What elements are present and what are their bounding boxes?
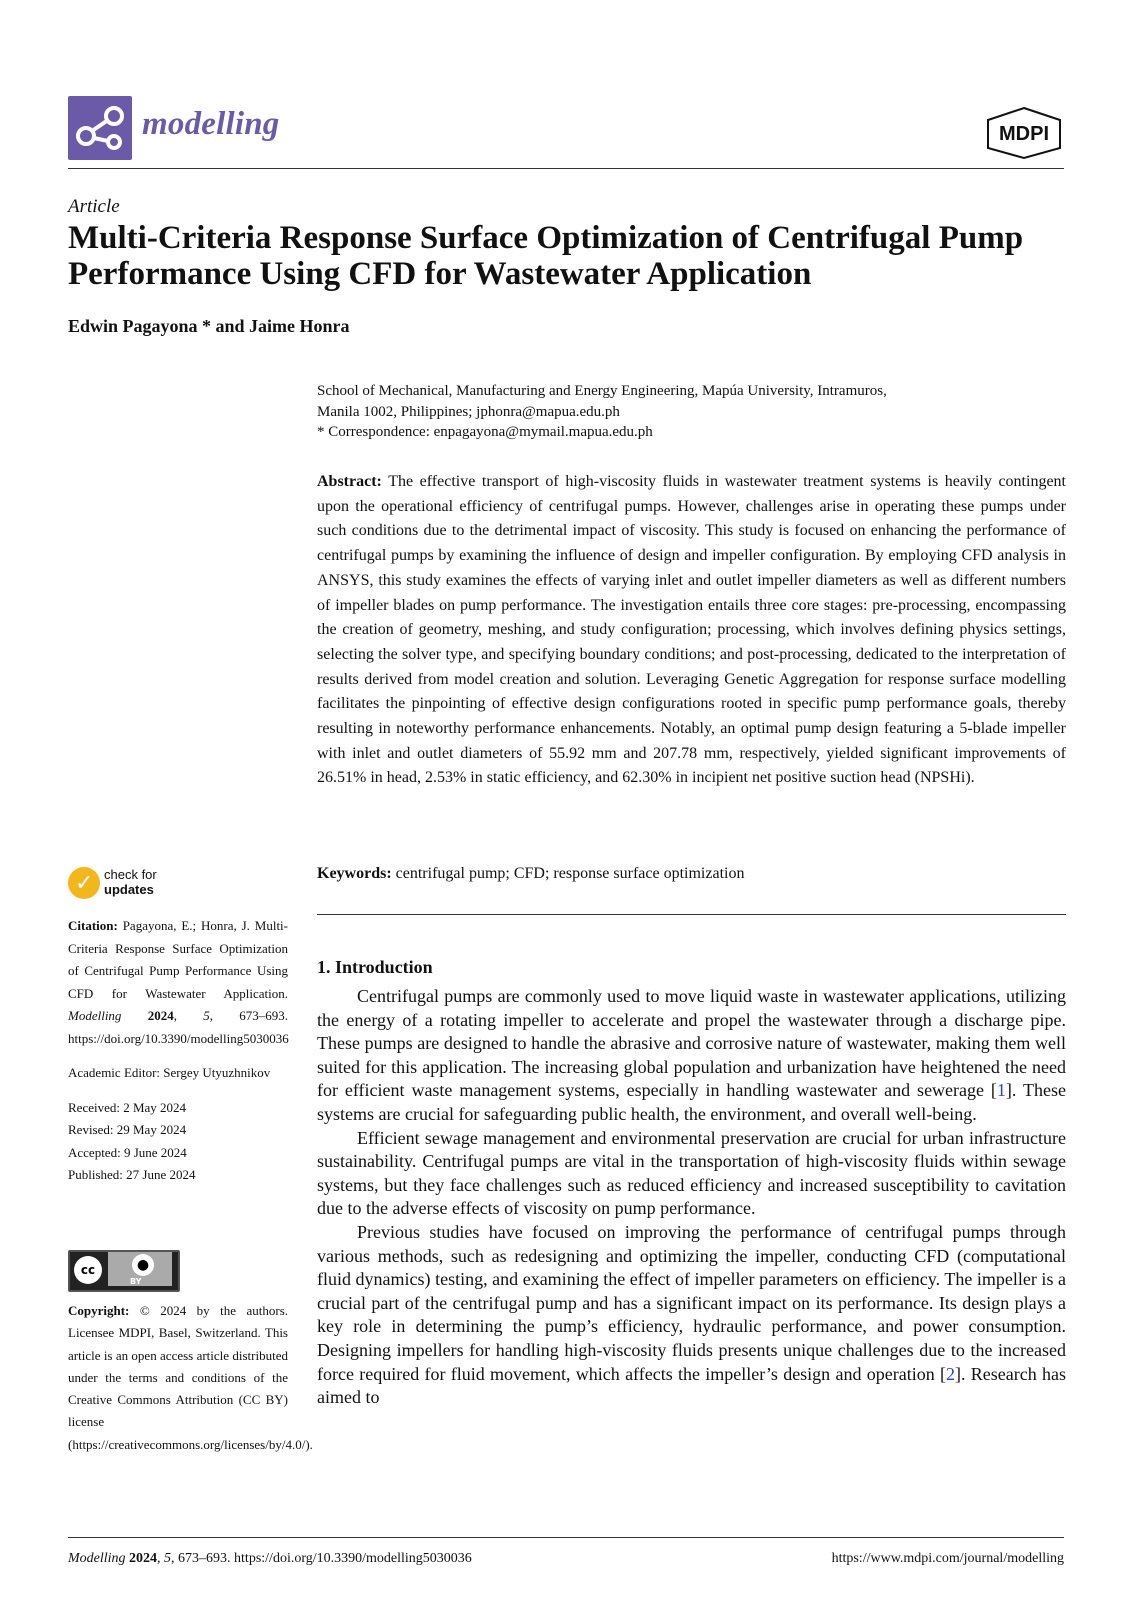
paragraph: Centrifugal pumps are commonly used to move liquid waste in wastewater applications, utilizing the energy of a rotating impeller to accelerate and propel the wastewater through a discharge pipe. These pumps are designed to handle the abrasive and corrosive nature of wastewater, making them well suited for this application. The increasing global population and urbanization have heightened the need for efficient waste management systems, especially in handling wastewater and sewerage [1]. These systems are crucial for safeguarding public health, the environment, and overall well-being. [317,986,1066,1124]
affiliation-line: Manila 1002, Philippines; jphonra@mapua.edu.ph [317,403,620,420]
affiliation-line: School of Mechanical, Manufacturing and Energy Engineering, Mapúa University, Intramuros, [317,383,887,399]
journal-logo [68,96,132,160]
header-divider [68,168,1064,169]
correspondence: * Correspondence: enpagayona@mymail.mapua.edu.ph [317,424,653,440]
introduction-body [317,985,1066,1410]
article-info-sidebar [68,915,288,1199]
footer-citation: Modelling 2024, 5, 673–693. https://doi.org/10.3390/modelling5030036 [68,1551,472,1566]
mdpi-logo-text: MDPI [999,123,1049,145]
accepted-date: Accepted: 9 June 2024 [68,1144,187,1160]
abstract-divider [317,914,1066,915]
journal-url[interactable]: https://www.mdpi.com/journal/modelling [831,1551,1064,1566]
dates-block [68,1097,288,1187]
footer-divider [68,1537,1064,1538]
abstract-label: Abstract: [317,473,382,490]
abstract-text: The effective transport of high-viscosity fluids in wastewater treatment systems is heavily contingent upon the operational efficiency of centrifugal pumps. However, challenges arise in operating these pumps under such conditions due to the detrimental impact of viscosity. This study is focused on enhancing the performance of centrifugal pumps by examining the influence of design and impeller configuration. By employing CFD analysis in ANSYS, this study examines the effects of varying inlet and outlet impeller diameters as well as different numbers of impeller blades on pump performance. The investigation entails three core stages: pre-processing, encompassing the creation of geometry, meshing, and study configuration; processing, which involves defining physics settings, selecting the solver type, and specifying boundary conditions; and post-processing, dedicated to the interpretation of results derived from model creation and solution. Leveraging Genetic Aggregation for response surface modelling facilitates the pinpointing of effective design configurations rooted in specific pump performance goals, thereby resulting in noteworthy performance enhancements. Notably, an optimal pump design featuring a 5-blade impeller with inlet and outlet diameters of 55.92 mm and 207.78 mm, respectively, yielded significant improvements of 26.51% in head, 2.53% in static efficiency, and 62.30% in incipient net positive suction head (NPSHi). [317,473,1066,787]
citation-label: Citation: [68,918,118,933]
mdpi-logo [984,106,1064,160]
keywords-label: Keywords: [317,865,392,882]
received-date: Received: 2 May 2024 [68,1099,187,1115]
revised-date: Revised: 29 May 2024 [68,1122,187,1137]
paragraph: Previous studies have focused on improving the performance of centrifugal pumps through various methods, such as redesigning and optimizing the impeller, conducting CFD (computational fluid dynamics) testing, and examining the effect of impeller parameters on efficiency. The impeller is a crucial part of the centrifugal pump and has a significant impact on its performance. Its design plays a key role in determining the pump’s efficiency, hydraulic performance, and power consumption. Designing impellers for handling high-viscosity fluids presents unique challenges due to the increased force required for fluid movement, which affects the impeller’s design and operation [2]. Research has aimed to [317,1221,1066,1408]
academic-editor: Academic Editor: Sergey Utyuzhnikov [68,1065,271,1080]
keywords-text: centrifugal pump; CFD; response surface optimization [395,865,745,882]
copyright-text: © 2024 by the authors. Licensee MDPI, Basel, Switzerland. This article is an open access article distributed under the terms and conditions of the Creative Commons Attribution (CC BY) license (https://creativecommons.org/licenses/by/4.0/). [68,1303,313,1452]
affiliation-block [317,381,1057,443]
copyright-label: Copyright: [68,1303,130,1318]
abstract [317,470,1066,791]
by-label: BY [130,1277,142,1286]
article-type: Article [68,196,120,217]
keywords [317,865,1066,883]
check-for-updates-badge[interactable] [68,867,208,903]
checkmark-icon: ✓ [75,871,94,896]
published-date: Published: 27 June 2024 [68,1167,196,1182]
author-list: Edwin Pagayona * and Jaime Honra [68,316,350,336]
citation-volume: 5 [203,1008,210,1023]
citation-year: 2024 [147,1008,174,1023]
journal-name: modelling [142,106,280,142]
copyright-block [68,1300,313,1456]
check-label: check for [104,867,157,882]
attribution-person-icon: ● [132,1254,154,1276]
network-nodes-icon [68,96,132,160]
citation-link[interactable]: 2 [945,1363,955,1384]
section-heading: 1. Introduction [317,957,433,977]
article-title: Multi-Criteria Response Surface Optimization of Centrifugal Pump Performance Using CFD for Wastewater Application [68,220,1024,292]
updates-label: updates [104,882,154,897]
citation-block: Citation: Pagayona, E.; Honra, J. Multi-Criteria Response Surface Optimization of Centrifugal Pump Performance Using CFD for Wastewater Application. Modelling 2024, 5, 673–693. https://doi.org/10.3390/modelling5030036 [68,918,289,1046]
cc-by-license-badge[interactable] [68,1250,180,1292]
cc-icon: cc [74,1256,102,1284]
paragraph: Efficient sewage management and environmental preservation are crucial for urban infrastructure sustainability. Centrifugal pumps are vital in the transportation of high-viscosity fluids within sewage systems, but they face challenges such as reduced efficiency and increased susceptibility to cavitation due to the adverse effects of viscosity on pump performance. [317,1127,1066,1219]
doi-link[interactable]: 673–693. https://doi.org/10.3390/modelling5030036 [68,1008,289,1046]
citation-journal: Modelling [68,1008,122,1023]
citation-link[interactable]: 1 [996,1080,1006,1101]
